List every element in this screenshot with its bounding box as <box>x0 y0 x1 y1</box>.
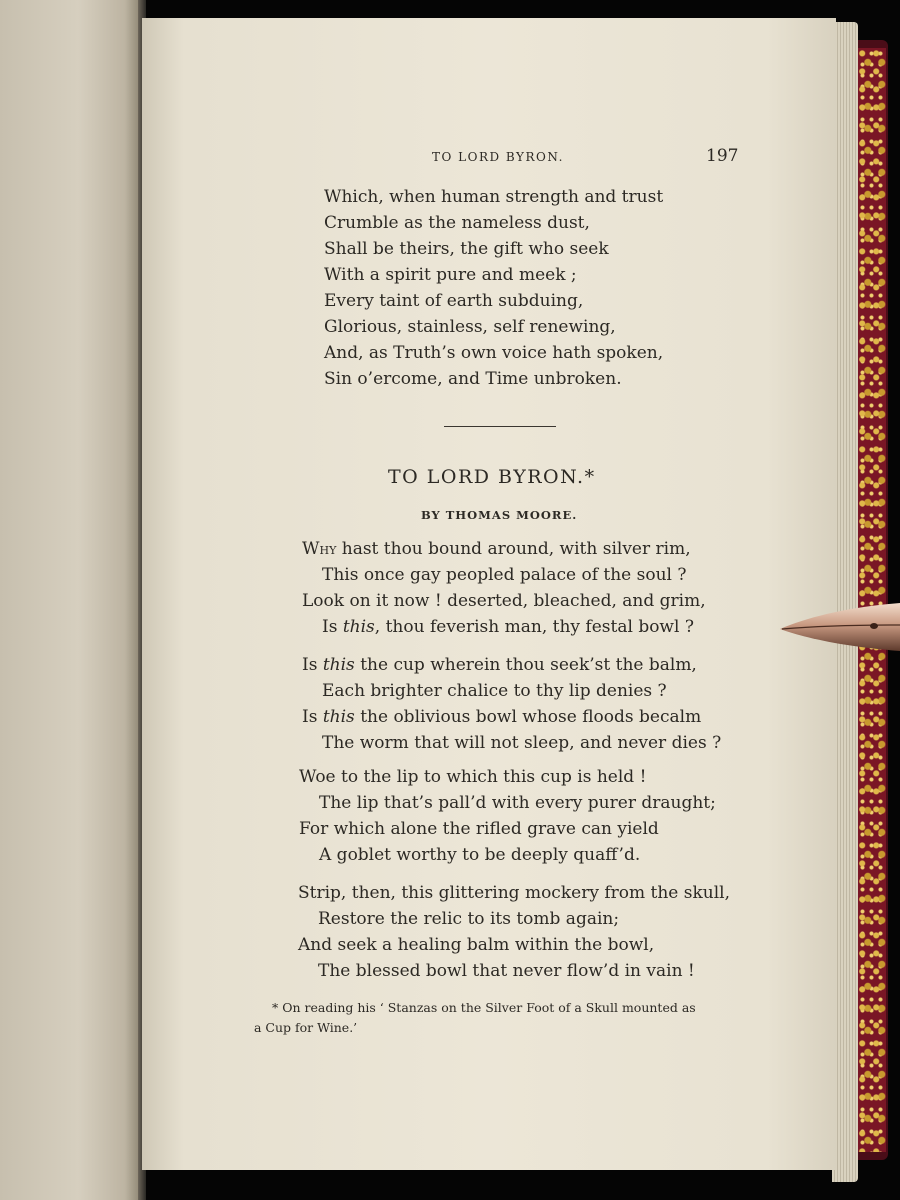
verse-line: Woe to the lip to which this cup is held ! <box>299 767 647 787</box>
verse-line: Sin o’ercome, and Time unbroken. <box>324 369 622 389</box>
verse-line: Is this the oblivious bowl whose floods becalm <box>302 707 702 727</box>
poem-author: BY THOMAS MOORE. <box>421 508 578 522</box>
verse-line: And seek a healing balm within the bowl, <box>298 935 655 955</box>
verse-line: This once gay peopled palace of the soul ? <box>322 565 687 585</box>
footnote-line: * On reading his ‘ Stanzas on the Silver Foot of a Skull mounted as <box>272 1000 696 1015</box>
verse-line: Is this the cup wherein thou seek’st the balm, <box>302 655 697 675</box>
verse-line: Glorious, stainless, self renewing, <box>324 317 616 337</box>
verse-line: And, as Truth’s own voice hath spoken, <box>324 343 664 363</box>
section-divider <box>444 426 556 427</box>
page-number: 197 <box>706 146 739 166</box>
verse-line: Every taint of earth subduing, <box>324 291 584 311</box>
stanza-1 <box>302 536 706 640</box>
verse-line: For which alone the rifled grave can yield <box>299 819 659 839</box>
verse-line: Which, when human strength and trust <box>324 187 664 207</box>
stanza-3 <box>299 764 716 868</box>
verse-line: Restore the relic to its tomb again; <box>318 909 620 929</box>
gilt-page-edge <box>858 48 886 1152</box>
verse-line: The blessed bowl that never flow’d in vain ! <box>318 961 695 981</box>
verse-line: With a spirit pure and meek ; <box>324 265 577 285</box>
previous-poem-ending <box>324 184 663 392</box>
verse-line: Crumble as the nameless dust, <box>324 213 590 233</box>
verse-line: Shall be theirs, the gift who seek <box>324 239 609 259</box>
verse-line: Look on it now ! deserted, bleached, and grim, <box>302 591 706 611</box>
facing-left-page <box>0 0 142 1200</box>
stanza-4 <box>298 880 730 984</box>
running-head: TO LORD BYRON. <box>432 150 564 164</box>
pen-nib-pointer <box>778 601 900 653</box>
stanza-2 <box>302 652 721 756</box>
footnote-line: a Cup for Wine.’ <box>254 1020 358 1035</box>
poem-title: TO LORD BYRON.* <box>388 466 596 488</box>
book-page <box>142 18 836 1170</box>
verse-line: Strip, then, this glittering mockery from the skull, <box>298 883 730 903</box>
verse-line: The lip that’s pall’d with every purer draught; <box>319 793 716 813</box>
verse-line: Why hast thou bound around, with silver rim, <box>302 539 691 559</box>
verse-line: Is this, thou feverish man, thy festal bowl ? <box>322 617 694 637</box>
verse-line: A goblet worthy to be deeply quaff’d. <box>319 845 641 865</box>
verse-line: Each brighter chalice to thy lip denies ? <box>322 681 667 701</box>
footnote <box>254 998 734 1038</box>
verse-line: The worm that will not sleep, and never dies ? <box>322 733 722 753</box>
